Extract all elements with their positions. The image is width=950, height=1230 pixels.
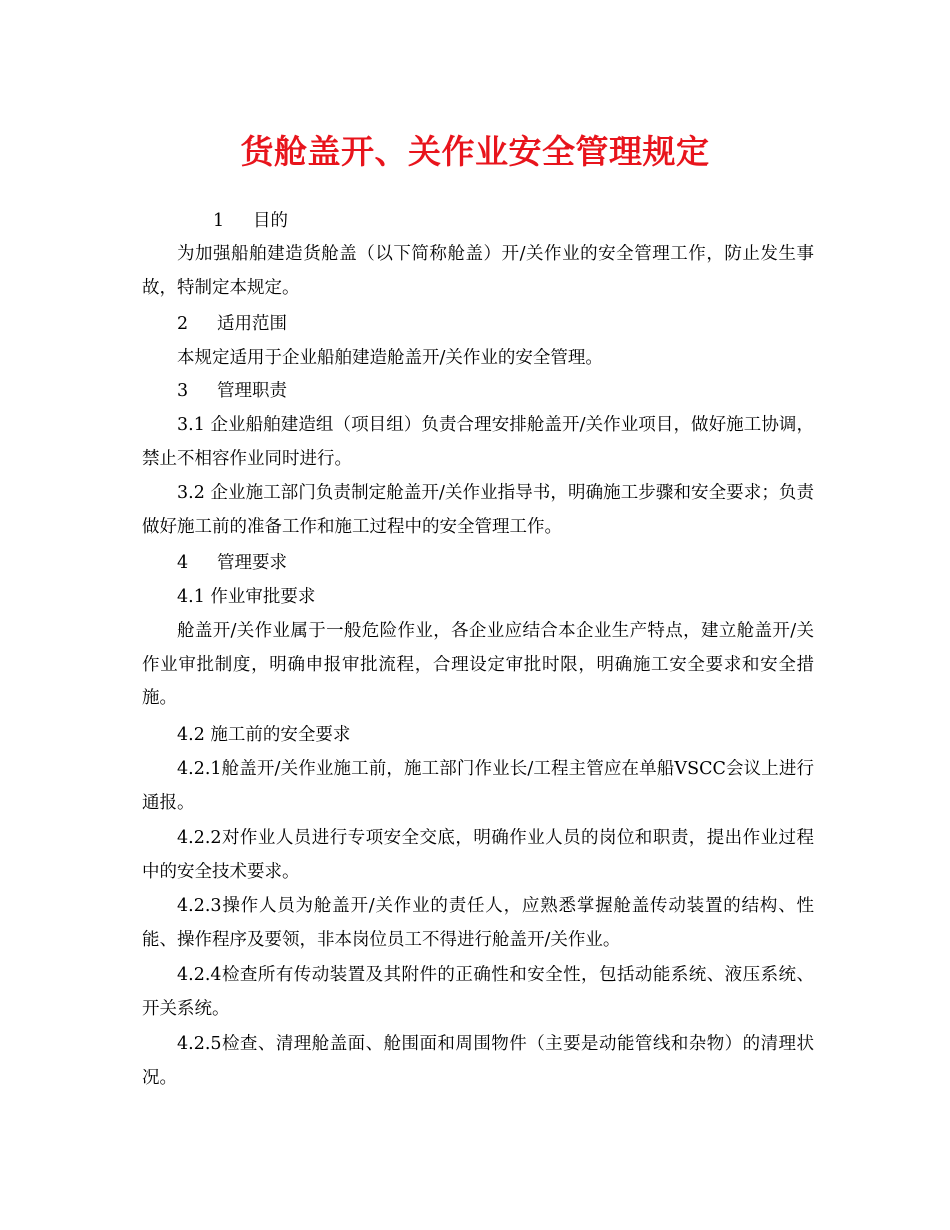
section-3-2-text: 3.2 企业施工部门负责制定舱盖开/关作业指导书，明确施工步骤和安全要求；负责做好施工前的准备工作和施工过程中的安全管理工作。 [142,483,814,537]
section-2-heading: 2 适用范围 [177,314,287,334]
section-3-heading: 3 管理职责 [177,381,287,401]
section-4-1-heading: 4.1 作业审批要求 [177,587,316,607]
section-3-1-text: 3.1 企业船舶建造组（项目组）负责合理安排舱盖开/关作业项目，做好施工协调，禁止不相容作业同时进行。 [142,415,814,469]
section-4-2-1-text: 4.2.1舱盖开/关作业施工前，施工部门作业长/工程主管应在单船VSCC会议上进行通报。 [142,759,814,813]
section-4-heading: 4 管理要求 [177,553,287,573]
section-1-heading: 1 目的 [213,211,288,231]
section-4-2-4-text: 4.2.4检查所有传动装置及其附件的正确性和安全性，包括动能系统、液压系统、开关系统。 [142,965,814,1019]
section-4-2-2-text: 4.2.2对作业人员进行专项安全交底，明确作业人员的岗位和职责，提出作业过程中的安全技术要求。 [142,828,814,882]
section-4-2-heading: 4.2 施工前的安全要求 [177,725,351,745]
section-4-1-text: 舱盖开/关作业属于一般危险作业，各企业应结合本企业生产特点，建立舱盖开/关作业审批制度，明确申报审批流程，合理设定审批时限，明确施工安全要求和安全措施。 [142,621,814,708]
section-4-2-5-text: 4.2.5检查、清理舱盖面、舱围面和周围物件（主要是动能管线和杂物）的清理状况。 [142,1034,814,1088]
section-1-text: 为加强船舶建造货舱盖（以下简称舱盖）开/关作业的安全管理工作，防止发生事故，特制定本规定。 [142,244,814,298]
page-title: 货舱盖开、关作业安全管理规定 [240,132,710,171]
section-4-2-3-text: 4.2.3操作人员为舱盖开/关作业的责任人，应熟悉掌握舱盖传动装置的结构、性能、操作程序及要领，非本岗位员工不得进行舱盖开/关作业。 [142,896,814,950]
section-2-text: 本规定适用于企业船舶建造舱盖开/关作业的安全管理。 [177,348,603,368]
